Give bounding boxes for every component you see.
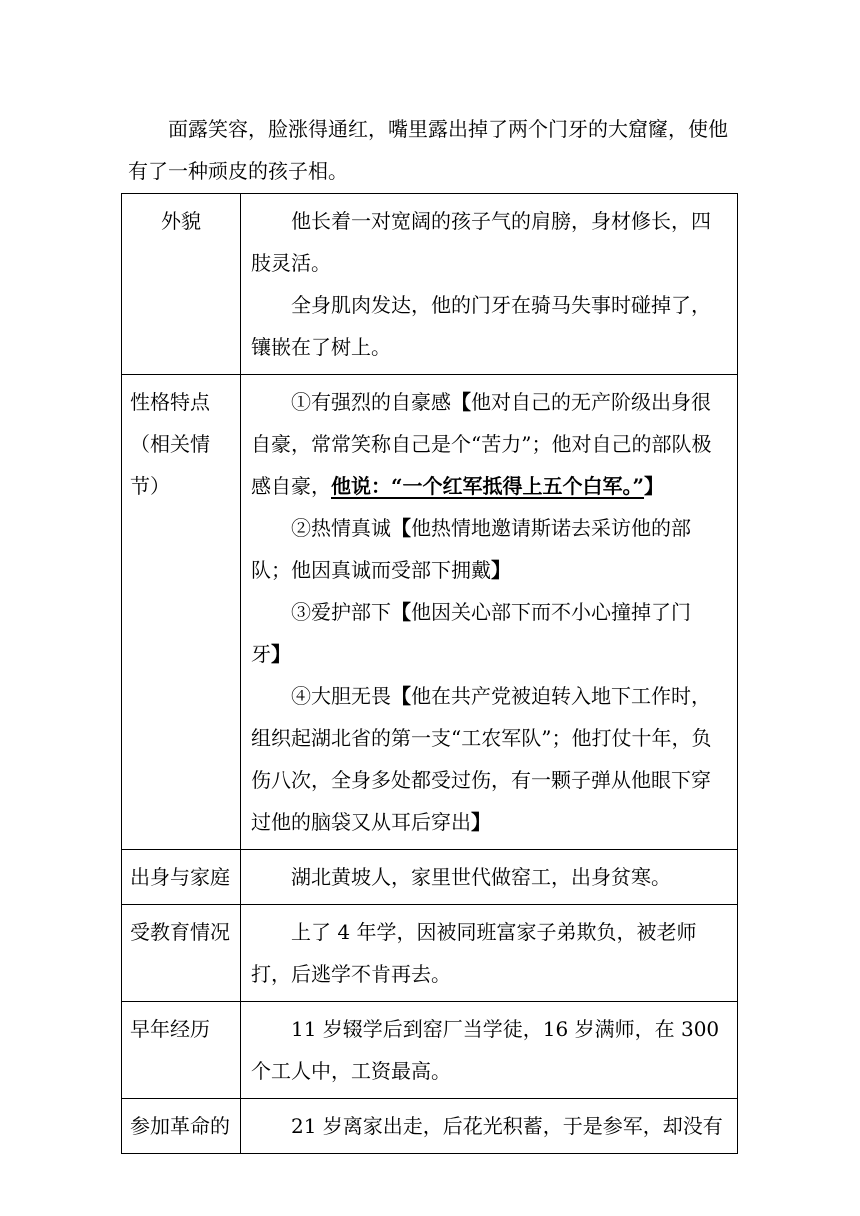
- item1-quote: 他说：“一个红军抵得上五个白军。”: [331, 474, 645, 498]
- character-item-1: [251, 381, 729, 507]
- item1-head: ①有强烈的自豪感: [291, 390, 451, 414]
- content-early: [241, 1002, 738, 1099]
- table-row-origin: [122, 850, 738, 905]
- intro-line-1: 面露笑容，脸涨得通红，嘴里露出掉了两个门牙的大窟窿，使他: [168, 117, 728, 141]
- character-item-2: [251, 507, 729, 591]
- item2-head: ②热情真诚: [291, 516, 391, 540]
- revolution-text: 21 岁离家出走，后花光积蓄，于是参军，却没有: [291, 1114, 723, 1138]
- character-profile-table: [121, 193, 738, 1154]
- bracket-close: 】: [644, 474, 665, 498]
- item1-body: 他对自己的无产阶级出身很自豪，常常笑称自己是个“苦力”；他对自己的部队极感自豪，: [251, 390, 712, 498]
- label-revolution: 参加革命的: [122, 1099, 241, 1154]
- table-row-appearance: [122, 194, 738, 375]
- item3-body: 他因关心部下而不小心撞掉了门牙: [251, 600, 691, 666]
- appearance-paragraph-2: 全身肌肉发达，他的门牙在骑马失事时碰掉了，镶嵌在了树上。: [251, 293, 711, 359]
- label-character: [122, 375, 241, 850]
- education-text: 上了 4 年学，因被同班富家子弟欺负，被老师打，后逃学不肯再去。: [251, 920, 697, 986]
- table-row-revolution: [122, 1099, 738, 1154]
- character-item-4: [251, 675, 729, 843]
- item4-body: 他在共产党被迫转入地下工作时，组织起湖北省的第一支“工农军队”；他打仗十年，负伤八次，全身多处都受过伤，有一颗子弹从他眼下穿过他的脑袋又从耳后穿出: [251, 684, 712, 834]
- item4-head: ④大胆无畏: [291, 684, 391, 708]
- table-row-character: [122, 375, 738, 850]
- item2-body: 他热情地邀请斯诺去采访他的部队；他因真诚而受部下拥戴: [251, 516, 691, 582]
- early-text: 11 岁辍学后到窑厂当学徒，16 岁满师，在 300 个工人中，工资最高。: [251, 1017, 720, 1083]
- bracket-open: 【: [391, 516, 411, 540]
- label-appearance: 外貌: [122, 194, 241, 375]
- item3-head: ③爱护部下: [291, 600, 391, 624]
- content-appearance: [241, 194, 738, 375]
- bracket-open: 【: [391, 684, 411, 708]
- bracket-open: 【: [391, 600, 411, 624]
- content-origin: [241, 850, 738, 905]
- table-row-education: [122, 905, 738, 1002]
- bracket-close: 】: [271, 642, 291, 666]
- intro-line-2: 有了一种顽皮的孩子相。: [128, 159, 348, 183]
- content-education: [241, 905, 738, 1002]
- bracket-close: 】: [491, 558, 511, 582]
- label-early: 早年经历: [122, 1002, 241, 1099]
- content-revolution: [241, 1099, 738, 1154]
- character-item-3: [251, 591, 729, 675]
- label-education: 受教育情况: [122, 905, 241, 1002]
- bracket-open: 【: [451, 390, 471, 414]
- bracket-close: 】: [471, 810, 491, 834]
- table-row-early: [122, 1002, 738, 1099]
- appearance-paragraph-1: 他长着一对宽阔的孩子气的肩膀，身材修长，四肢灵活。: [251, 209, 711, 275]
- origin-text: 湖北黄坡人，家里世代做窑工，出身贫寒。: [291, 865, 671, 889]
- label-character-text: 性格特点（相关情节）: [130, 390, 210, 498]
- label-origin: 出身与家庭: [122, 850, 241, 905]
- content-character: [241, 375, 738, 850]
- intro-paragraph: [128, 108, 748, 192]
